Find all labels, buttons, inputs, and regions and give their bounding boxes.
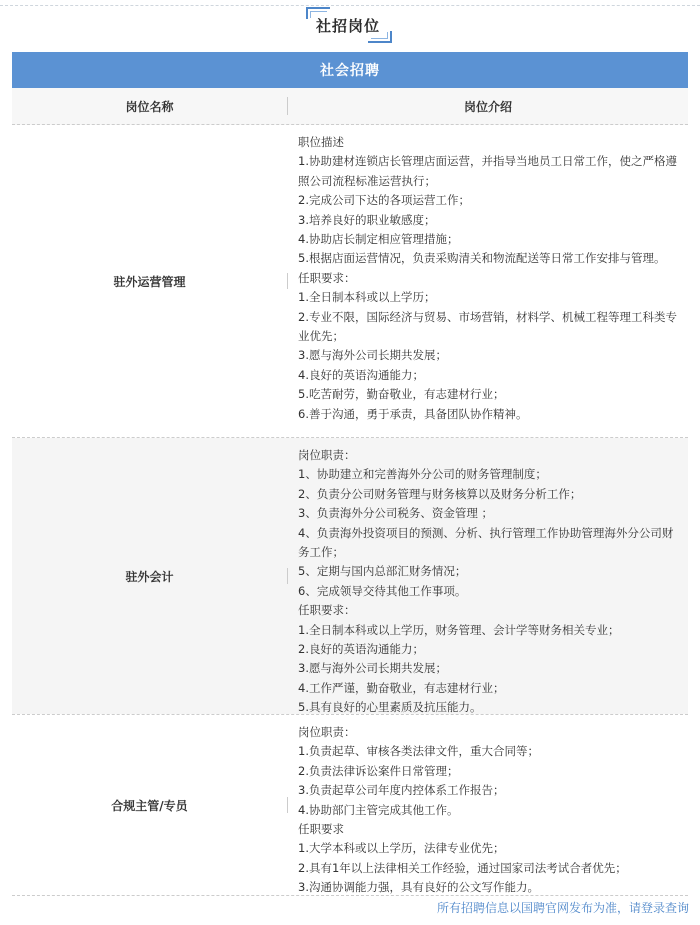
job-description: [288, 438, 688, 714]
desc-line: 4.工作严谨，勤奋敬业，有志建材行业；: [298, 680, 505, 695]
top-divider: [0, 5, 700, 6]
desc-line: 6.善于沟通，勇于承责，具备团队协作精神。: [298, 406, 528, 421]
table-row: [12, 438, 688, 714]
desc-line: 4、负责海外投资项目的预测、分析、执行管理工作协助管理海外分公司财务工作；: [298, 525, 674, 560]
job-name: 驻外运营管理: [113, 274, 186, 289]
desc-line: 任职要求：: [298, 270, 356, 285]
row-divider: [12, 895, 688, 896]
desc-line: 1.全日制本科或以上学历，财务管理、会计学等财务相关专业；: [298, 622, 620, 637]
desc-line: 职位描述: [298, 135, 344, 149]
desc-line: 岗位职责：: [298, 725, 356, 739]
job-description: [288, 715, 688, 895]
desc-line: 2.良好的英语沟通能力；: [298, 642, 424, 657]
desc-line: 3.培养良好的职业敏感度；: [298, 212, 436, 227]
desc-line: 任职要求：: [298, 603, 356, 618]
desc-line: 1、协助建立和完善海外分公司的财务管理制度；: [298, 467, 547, 482]
desc-line: 5.根据店面运营情况，负责采购清关和物流配送等日常工作安排与管理。: [298, 251, 666, 266]
table-row: [12, 125, 688, 437]
page-title: 社招岗位: [315, 16, 380, 35]
desc-line: 2、负责分公司财务管理与财务核算以及财务分析工作；: [298, 486, 582, 501]
desc-line: 4.协助部门主管完成其他工作。: [298, 802, 459, 817]
desc-line: 1.全日制本科或以上学历；: [298, 290, 436, 305]
desc-line: 1.负责起草、审核各类法律文件，重大合同等；: [298, 744, 539, 759]
desc-line: 岗位职责：: [298, 448, 356, 462]
desc-line: 3.愿与海外公司长期共发展；: [298, 348, 447, 363]
job-name: 合规主管/专员: [111, 798, 188, 813]
desc-line: 4.良好的英语沟通能力；: [298, 367, 424, 382]
section-banner: 社会招聘: [12, 52, 688, 88]
title-corner-decoration: [310, 11, 327, 18]
desc-line: 5.具有良好的心里素质及抗压能力。: [298, 700, 482, 715]
desc-line: 1.协助建材连锁店长管理店面运营，并指导当地员工日常工作，使之严格遵照公司流程标准运营执行；: [298, 154, 677, 188]
footer-note: 所有招聘信息以国聘官网发布为准，请登录查询: [436, 901, 689, 915]
desc-line: 5.吃苦耐劳，勤奋敬业，有志建材行业；: [298, 387, 505, 402]
desc-line: 2.专业不限，国际经济与贸易、市场营销，材料学、机械工程等理工科类专业优先；: [298, 309, 677, 344]
column-header-name: 岗位名称: [125, 99, 174, 114]
job-description: [288, 125, 688, 437]
desc-line: 2.完成公司下达的各项运营工作；: [298, 193, 470, 208]
desc-line: 5、定期与国内总部汇财务情况；: [298, 564, 467, 579]
desc-line: 2.具有1年以上法律相关工作经验，通过国家司法考试合者优先；: [298, 860, 627, 875]
desc-line: 3、负责海外分公司税务、资金管理 ；: [298, 506, 493, 521]
desc-line: 3.愿与海外公司长期共发展；: [298, 661, 447, 676]
desc-line: 6、完成领导交待其他工作事项。: [298, 583, 467, 598]
table-row: [12, 715, 688, 895]
desc-line: 2.负责法律诉讼案件日常管理；: [298, 763, 459, 778]
title-corner-decoration: [371, 32, 388, 39]
desc-line: 任职要求: [298, 822, 344, 837]
desc-line: 4.协助店长制定相应管理措施；: [298, 232, 459, 247]
column-header-desc: 岗位介绍: [463, 99, 512, 114]
section-title-box: [300, 7, 396, 43]
job-name: 驻外会计: [125, 569, 174, 584]
desc-line: 1.大学本科或以上学历，法律专业优先；: [298, 841, 505, 856]
desc-line: 3.沟通协调能力强，具有良好的公文写作能力。: [298, 880, 539, 895]
desc-line: 3.负责起草公司年度内控体系工作报告；: [298, 783, 505, 798]
table-header: [12, 88, 688, 125]
